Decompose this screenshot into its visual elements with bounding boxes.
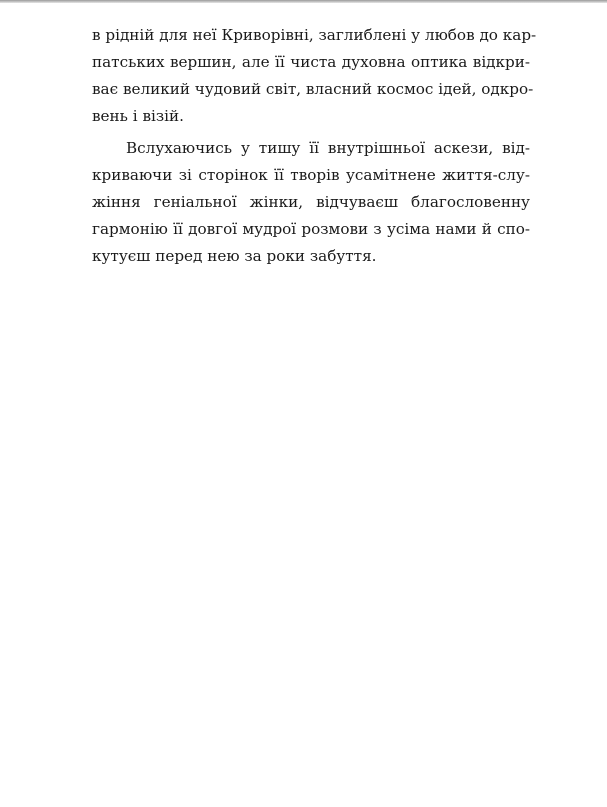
text-line: гармонію її довгої мудрої розмови з усіма нами й спо-: [92, 220, 530, 238]
text-line: жіння геніальної жінки, відчуваєш благословенну: [92, 193, 530, 211]
paragraph-continued: [92, 22, 537, 130]
text-line: вень і візій.: [92, 107, 184, 125]
text-line: ває великий чудовий світ, власний космос ідей, одкро-: [92, 80, 534, 98]
text-line: кутуєш перед нею за роки забуття.: [92, 247, 377, 265]
document-page-body: [92, 22, 537, 270]
text-line: Вслухаючись у тишу її внутрішньої аскези, від-: [126, 139, 530, 157]
paragraph: [92, 135, 530, 270]
text-line: в рідній для неї Криворівні, заглиблені у любов до кар-: [92, 26, 537, 44]
text-line: криваючи зі сторінок її творів усамітнене життя-слу-: [92, 166, 530, 184]
page-top-edge: [0, 0, 607, 3]
text-line: патських вершин, але її чиста духовна оптика відкри-: [92, 53, 530, 71]
